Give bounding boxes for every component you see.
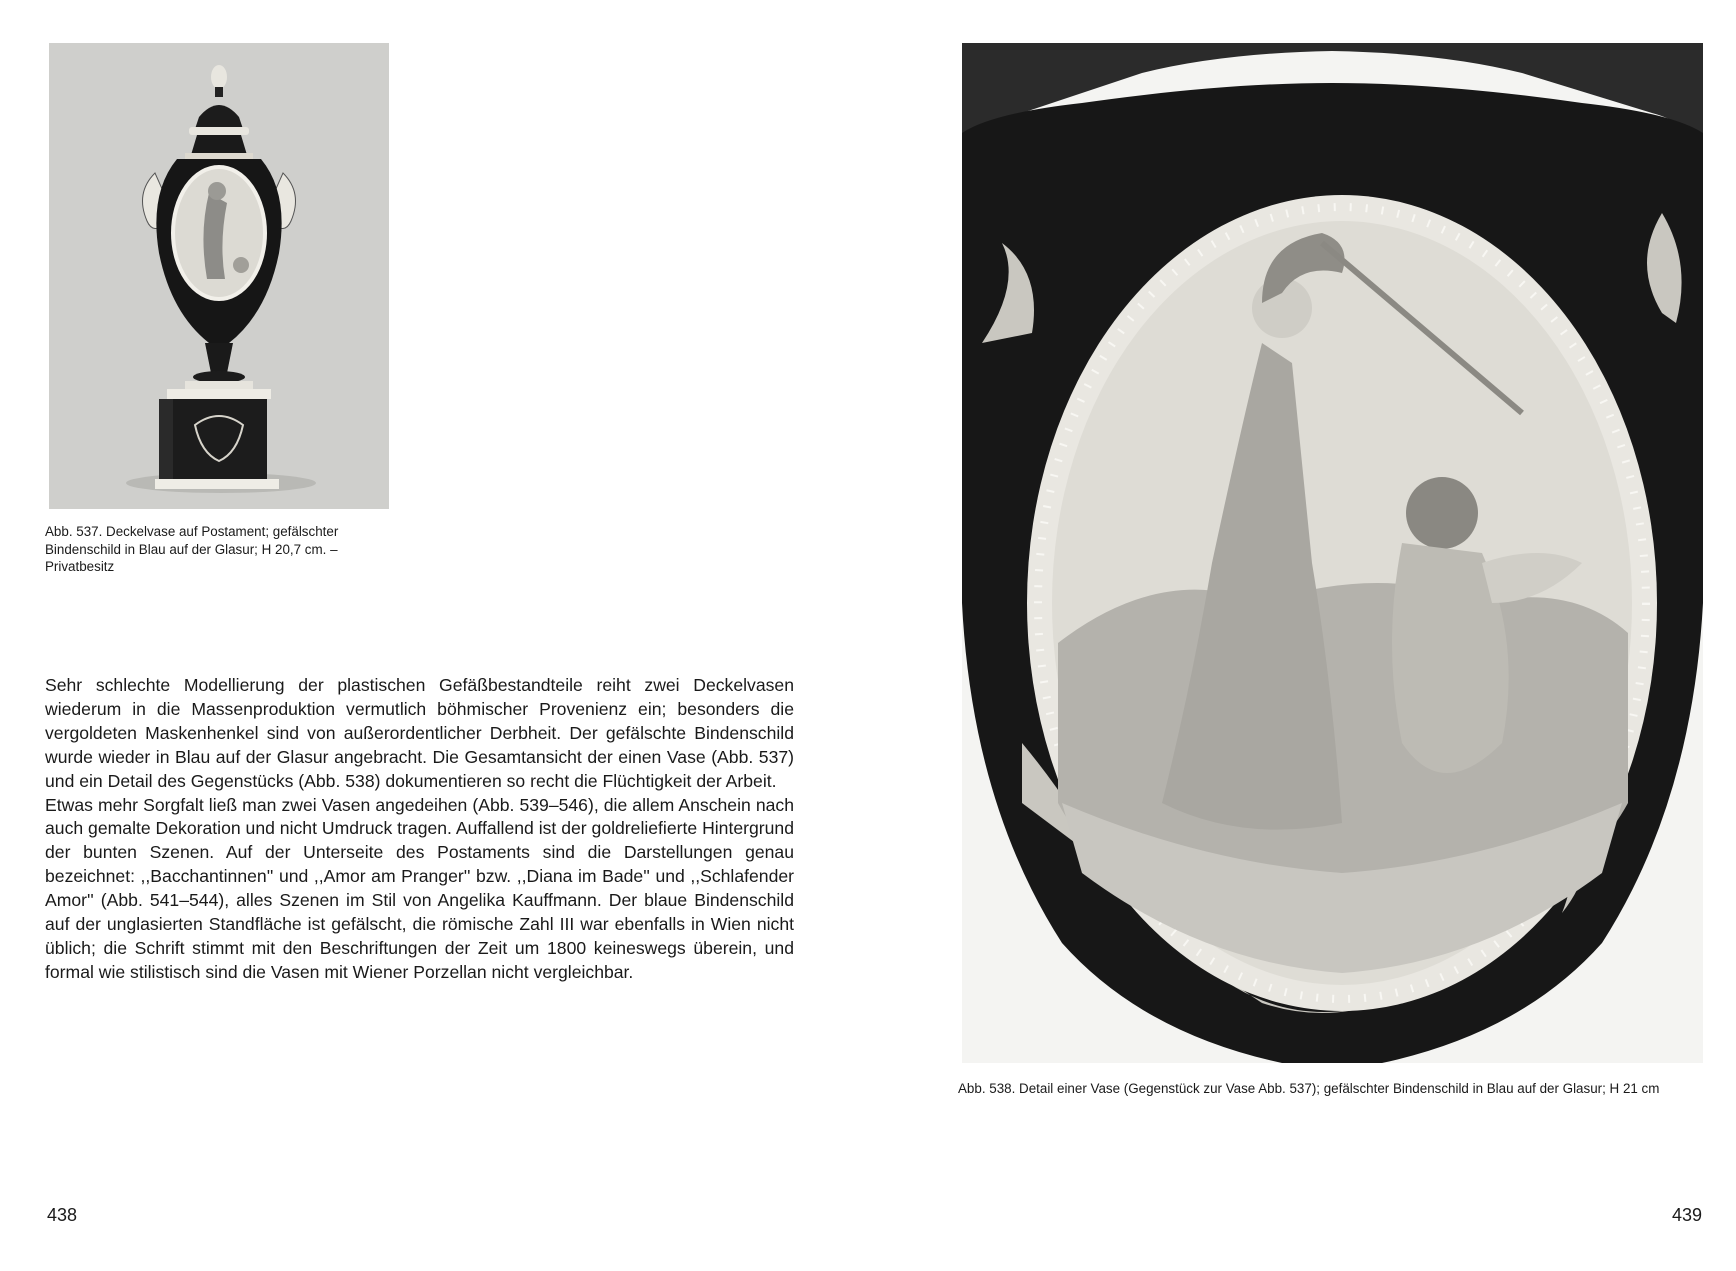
figure-537-photo (49, 43, 389, 509)
figure-538-photo (962, 43, 1703, 1063)
body-text (45, 674, 794, 985)
body-paragraph: Etwas mehr Sorgfalt ließ man zwei Vasen angedeihen (Abb. 539–546), die allem Anschein nach auch gemalte Dekoration und nicht Umdruck tragen. Auffallend ist der goldreliefierte Hintergrund der bunten Szenen. Auf der Unterseite des Postaments sind die Darstellungen genau bezeichnet: ,,Bacchantinnen'' und ,,Amor am Pranger'' bzw. ,,Diana im Bade'' und ,,Schlafender Amor'' (Abb. 541–544), alles Szenen im Stil von Angelika Kauffmann. Der blaue Bindenschild auf der unglasierten Standfläche ist gefälscht, die römische Zahl III war ebenfalls in Wien nicht üblich; die Schrift stimmt mit den Beschriftungen der Zeit um 1800 keineswegs überein, und formal wie stilistisch sind die Vasen mit Wiener Porzellan nicht vergleichbar. (45, 794, 794, 982)
page-number-right: 439 (1671, 1205, 1702, 1225)
page-number-left: 438 (47, 1205, 78, 1225)
figure-537-caption: Abb. 537. Deckelvase auf Postament; gefälschter Bindenschild in Blau auf der Glasur; H 20,7 cm. – Privatbesitz (45, 524, 339, 574)
body-paragraph: Sehr schlechte Modellierung der plastischen Gefäßbestandteile reiht zwei Deckelvasen wiederum in die Massenproduktion vermutlich böhmischer Provenienz ein; besonders die vergoldeten Maskenhenkel sind von außerordentlicher Derbheit. Der gefälschte Bindenschild wurde wieder in Blau auf der Glasur angebracht. Die Gesamtansicht der einen Vase (Abb. 537) und ein Detail des Gegenstücks (Abb. 538) dokumentieren so recht die Flüchtigkeit der Arbeit. (45, 675, 794, 791)
figure-538-caption: Abb. 538. Detail einer Vase (Gegenstück zur Vase Abb. 537); gefälschter Bindenschild in Blau auf der Glasur; H 21 cm (958, 1081, 1660, 1096)
